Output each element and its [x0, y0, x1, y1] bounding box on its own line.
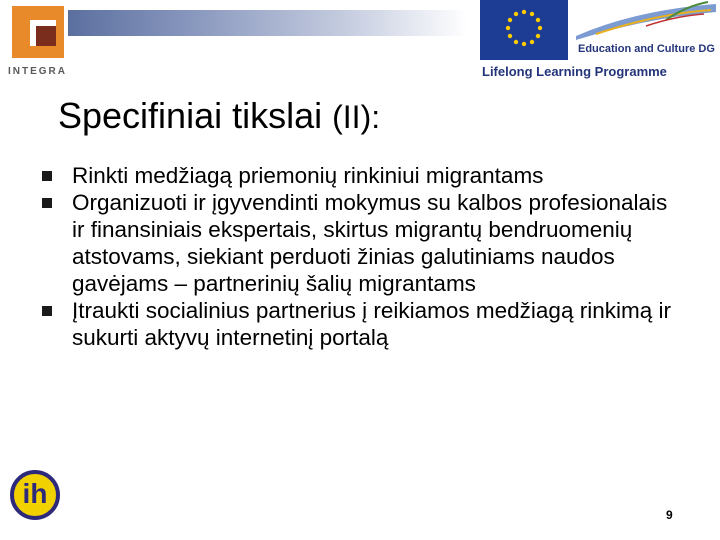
bullet-text: Rinkti medžiagą priemonių rinkiniui migrantams [72, 163, 544, 188]
integra-logo-dark-square [36, 26, 56, 46]
square-bullet-icon [42, 306, 52, 316]
bullet-text: Įtraukti socialinius partnerius į reikiamos medžiagą rinkimą ir sukurti aktyvų internetinį portalą [72, 298, 671, 350]
integra-logo-mark [12, 6, 64, 58]
bullet-item [42, 189, 682, 297]
page-number: 9 [666, 508, 673, 522]
education-culture-label: Education and Culture DG [578, 43, 715, 55]
bullet-item [42, 162, 682, 189]
eu-stars-icon [480, 0, 568, 60]
slide-title-main: Specifiniai tikslai [58, 95, 333, 136]
integra-logo [4, 2, 66, 82]
bullet-text: Organizuoti ir įgyvendinti mokymus su kalbos profesionalais ir finansiniais ekspertais, skirtus migrantų bendruomenių atstovams, siekiant perduoti žinias galutiniams naudos gavėjams – partnerinių šalių migrantams [72, 190, 668, 296]
bullet-list [42, 162, 682, 351]
lifelong-learning-label: Lifelong Learning Programme [482, 64, 667, 79]
bullet-item [42, 297, 682, 351]
eu-flag-logo [480, 0, 568, 60]
ih-logo [10, 470, 60, 520]
ih-logo-text: ih [22, 478, 48, 509]
llp-swoosh-icon [576, 0, 716, 40]
slide-title-paren: (II): [332, 99, 381, 135]
slide-title [58, 95, 380, 137]
square-bullet-icon [42, 171, 52, 181]
integra-logo-text: INTEGRA [8, 66, 67, 77]
square-bullet-icon [42, 198, 52, 208]
header-gradient-bar [68, 10, 468, 36]
